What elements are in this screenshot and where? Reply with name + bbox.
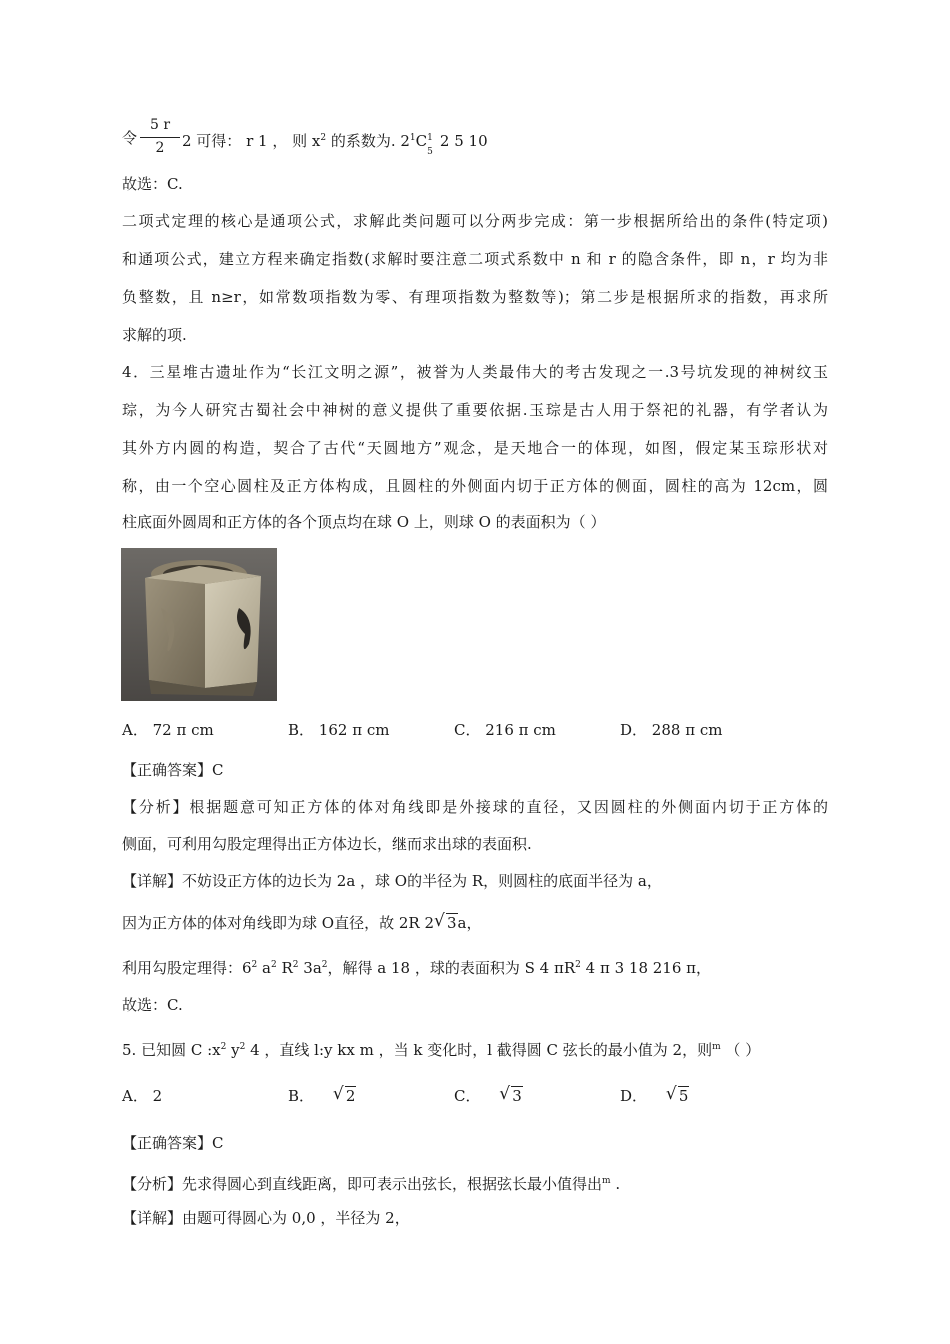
- ling-char: 令: [122, 129, 138, 147]
- combination-symbol: C: [415, 132, 428, 150]
- exponent: 2: [575, 960, 581, 970]
- q4-text: 4．三星堆古遗址作为“长江文明之源”，被誉为人类最伟大的考古发现之一.3号坑发现的神树纹玉: [122, 363, 828, 381]
- text-segment: 的系数为. 2: [326, 132, 410, 150]
- text-segment: a: [257, 959, 271, 977]
- q4-option-a: A． 72 π cm: [122, 721, 214, 739]
- exponent: 2: [271, 960, 277, 970]
- paragraph-line: 求解的项.: [122, 326, 187, 344]
- text-segment: 4 π 3 18 216 π，: [580, 959, 712, 977]
- q4-detail-line-2: [122, 913, 481, 933]
- q4-answer: 【正确答案】C: [122, 761, 224, 779]
- paragraph-line: 二项式定理的核心是通项公式，求解此类问题可以分两步完成：第一步根据所给出的条件(特定项): [122, 212, 828, 230]
- combination-top: 1: [427, 133, 433, 143]
- q5-analysis: [122, 1171, 620, 1194]
- sqrt-2: [333, 1086, 357, 1106]
- q5-option-b: [288, 1086, 356, 1106]
- paragraph-line: 负整数，且 n≥r，如常数项指数为零、有理项指数为整数等)；第二步是根据所求的指数，再求所: [122, 288, 828, 306]
- exponent: 2: [220, 1042, 227, 1052]
- radicand: 3: [512, 1087, 522, 1105]
- text-segment: 4 ，直线 l:y kx m ，当 k 变化时，l 截得圆 C 弦长的最小值为 2，则: [245, 1041, 713, 1059]
- option-label: B．: [288, 1087, 315, 1105]
- q4-conclusion: 故选：C.: [122, 996, 183, 1014]
- q4-text: 琮，为今人研究古蜀社会中神树的意义提供了重要依据.玉琮是古人用于祭祀的礼器，有学者认为: [122, 401, 828, 419]
- superscript: 1: [409, 133, 416, 143]
- exponent: 2: [239, 1042, 246, 1052]
- text-segment: 3a: [298, 959, 322, 977]
- fraction: [140, 117, 180, 158]
- line-1-rest: [182, 128, 488, 157]
- radicand: 5: [678, 1087, 689, 1105]
- fraction-denominator: 2: [155, 140, 165, 156]
- q5-option-c: [454, 1086, 523, 1106]
- radicand: 2: [345, 1087, 356, 1105]
- text-segment: 5. 已知圆 C :x: [122, 1041, 221, 1059]
- line-1: [122, 128, 137, 148]
- fraction-numerator: 5 r: [149, 117, 171, 133]
- q4-option-d: D． 288 π cm: [620, 721, 723, 739]
- exponent: 2: [320, 133, 327, 143]
- sqrt-3: [434, 913, 458, 933]
- text-segment: y: [226, 1041, 240, 1059]
- q4-text: 柱底面外圆周和正方体的各个顶点均在球 O 上，则球 O 的表面积为（ ）: [122, 513, 606, 531]
- q5-option-a: A． 2: [122, 1087, 163, 1105]
- q4-analysis: 侧面，可利用勾股定理得出正方体边长，继而求出球的表面积.: [122, 835, 532, 853]
- q4-analysis: 【分析】根据题意可知正方体的体对角线即是外接球的直径，又因圆柱的外侧面内切于正方体的: [122, 798, 828, 816]
- text-segment: R: [276, 959, 293, 977]
- text-segment: 利用勾股定理得：6: [122, 959, 252, 977]
- q4-text: 称，由一个空心圆柱及正方体构成，且圆柱的外侧面内切于正方体的侧面，圆柱的高为 12cm，圆: [122, 477, 828, 495]
- q4-text: 其外方内圆的构造，契合了古代“天圆地方”观念，是天地合一的体现，如图，假定某玉琮形状对: [122, 439, 828, 457]
- fraction-bar: [140, 137, 180, 138]
- q5-option-d: [620, 1086, 689, 1106]
- paragraph-line: 和通项公式，建立方程来确定指数(求解时要注意二项式系数中 n 和 r 的隐含条件，即 n，r 均为非: [122, 250, 828, 268]
- option-label: C．: [454, 1087, 481, 1105]
- q5-detail: 【详解】由题可得圆心为 0,0 ，半径为 2，: [122, 1209, 410, 1227]
- option-label: D．: [620, 1087, 648, 1105]
- text-segment: 2 可得： r 1 ， 则 x: [182, 132, 321, 150]
- jade-cong-photo: [121, 548, 277, 701]
- text-segment: （ ）: [720, 1041, 761, 1059]
- combination-bottom: 5: [427, 147, 433, 157]
- combination-indices: [427, 132, 435, 157]
- text-segment: a，: [457, 914, 482, 932]
- exponent: 2: [321, 960, 328, 970]
- sqrt-3: [499, 1086, 523, 1106]
- conclusion-1: 故选：C.: [122, 175, 183, 193]
- exponent: 2: [251, 960, 258, 970]
- q4-option-c: C． 216 π cm: [454, 721, 556, 739]
- text-segment: .: [610, 1175, 621, 1193]
- radicand: 3: [446, 914, 457, 932]
- variable-m: m: [602, 1176, 611, 1186]
- text-segment: 因为正方体的体对角线即为球 O直径，故 2R 2: [122, 914, 434, 932]
- text-segment: 2 5 10: [435, 132, 488, 150]
- variable-m: m: [712, 1042, 721, 1052]
- exponent: 2: [292, 960, 299, 970]
- q4-detail-line-3: [122, 955, 711, 978]
- q5-answer: 【正确答案】C: [122, 1134, 224, 1152]
- q4-detail: 【详解】不妨设正方体的边长为 2a ，球 O的半径为 R，则圆柱的底面半径为 a，: [122, 872, 662, 890]
- sqrt-5: [666, 1086, 690, 1106]
- text-segment: 【分析】先求得圆心到直线距离，即可表示出弦长，根据弦长最小值得出: [122, 1175, 603, 1193]
- text-segment: ，解得 a 18 ，球的表面积为 S 4 πR: [327, 959, 576, 977]
- q5-text: [122, 1037, 760, 1060]
- q4-option-b: B． 162 π cm: [288, 721, 390, 739]
